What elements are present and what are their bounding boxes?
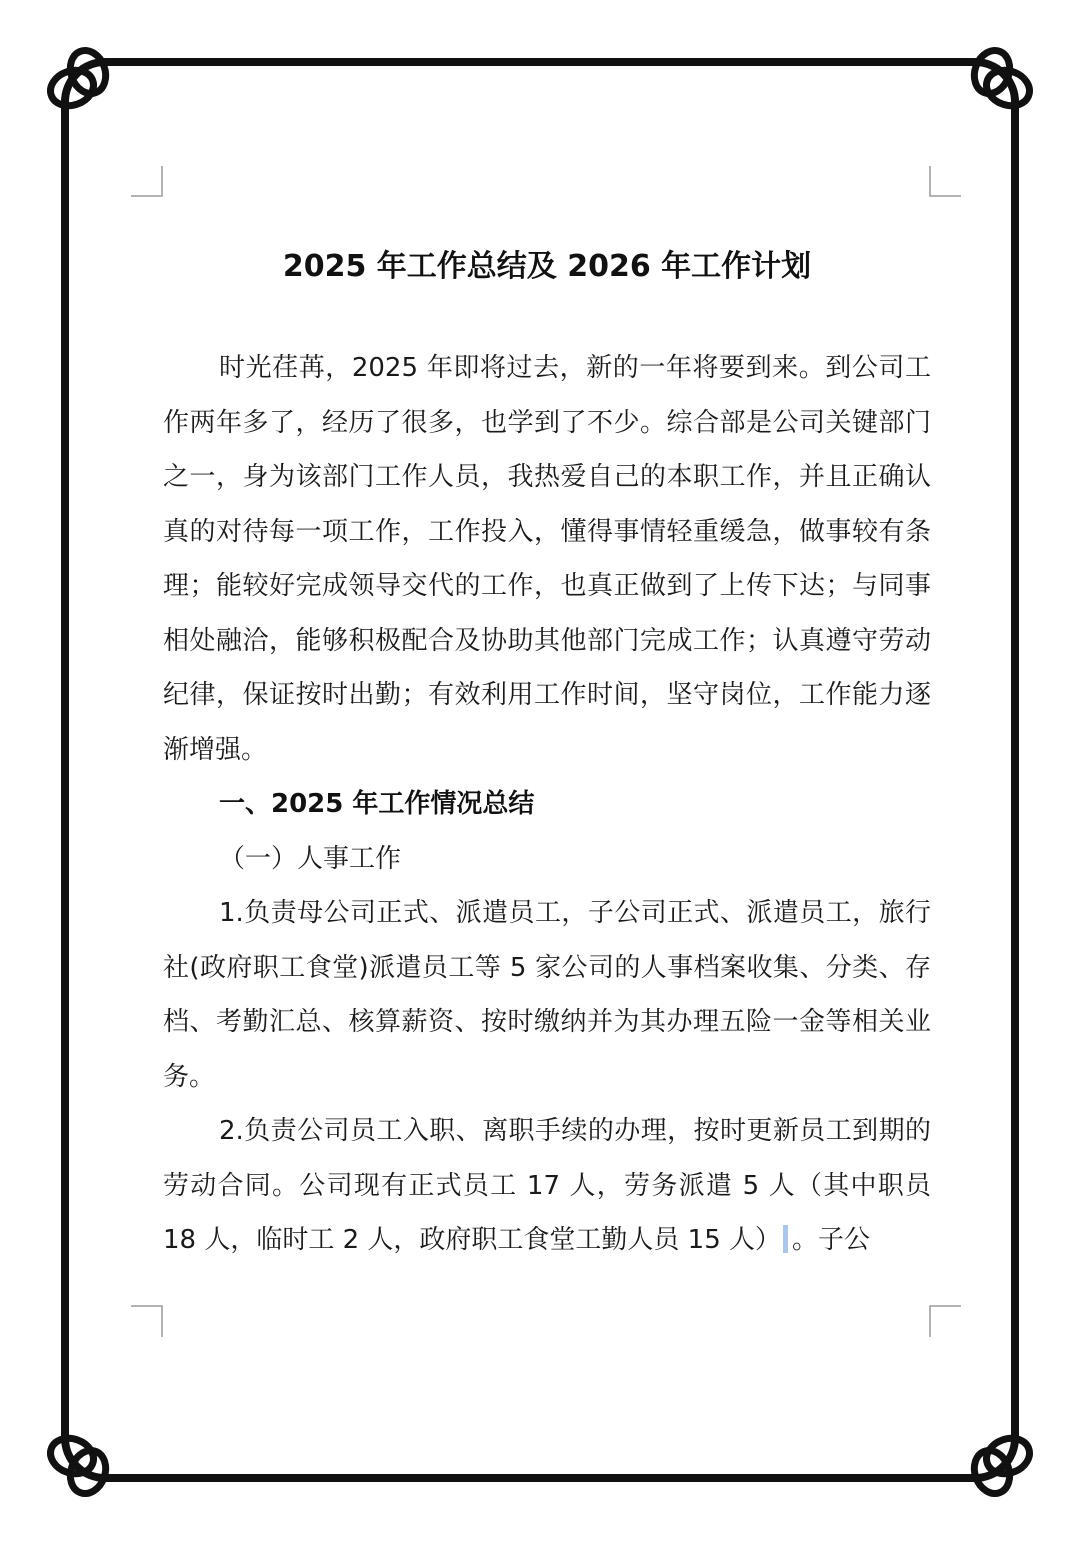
list-item-2 <box>163 1104 931 1268</box>
document-title: 2025 年工作总结及 2026 年工作计划 <box>282 249 812 284</box>
corner-ornament-top-left <box>46 46 112 112</box>
text-cursor <box>783 1225 788 1253</box>
document-page <box>163 235 931 1268</box>
corner-ornament-top-right <box>969 46 1035 112</box>
section-heading-summary: 一、2025 年工作情况总结 <box>219 789 535 819</box>
subsection-heading-personnel: （一）人事工作 <box>219 843 402 874</box>
list-item-2-continuation: 。子公 <box>792 1225 871 1255</box>
intro-paragraph: 时光荏苒，2025 年即将过去，新的一年将要到来。到公司工作两年多了，经历了很多，也学到了不少。综合部是公司关键部门之一，身为该部门工作人员，我热爱自己的本职工作，并且正确认真的对待每一项工作，工作投入，懂得事情轻重缓急，做事较有条理；能较好完成领导交代的工作，也真正做到了上传下达；与同事相处融洽，能够积极配合及协助其他部门完成工作；认真遵守劳动纪律，保证按时出勤；有效利用工作时间，坚守岗位，工作能力逐渐增强。 <box>163 353 931 765</box>
list-item-1: 1.负责母公司正式、派遣员工，子公司正式、派遣员工，旅行社(政府职工食堂)派遣员工等 5 家公司的人事档案收集、分类、存档、考勤汇总、核算薪资、按时缴纳并为其办理五险一金等相关业务。 <box>163 898 931 1092</box>
list-item-2-text: 2.负责公司员工入职、离职手续的办理，按时更新员工到期的劳动合同。公司现有正式员工 17 人，劳务派遣 5 人（其中职员 18 人，临时工 2 人，政府职工食堂工勤人员 15 人） <box>163 1116 931 1255</box>
